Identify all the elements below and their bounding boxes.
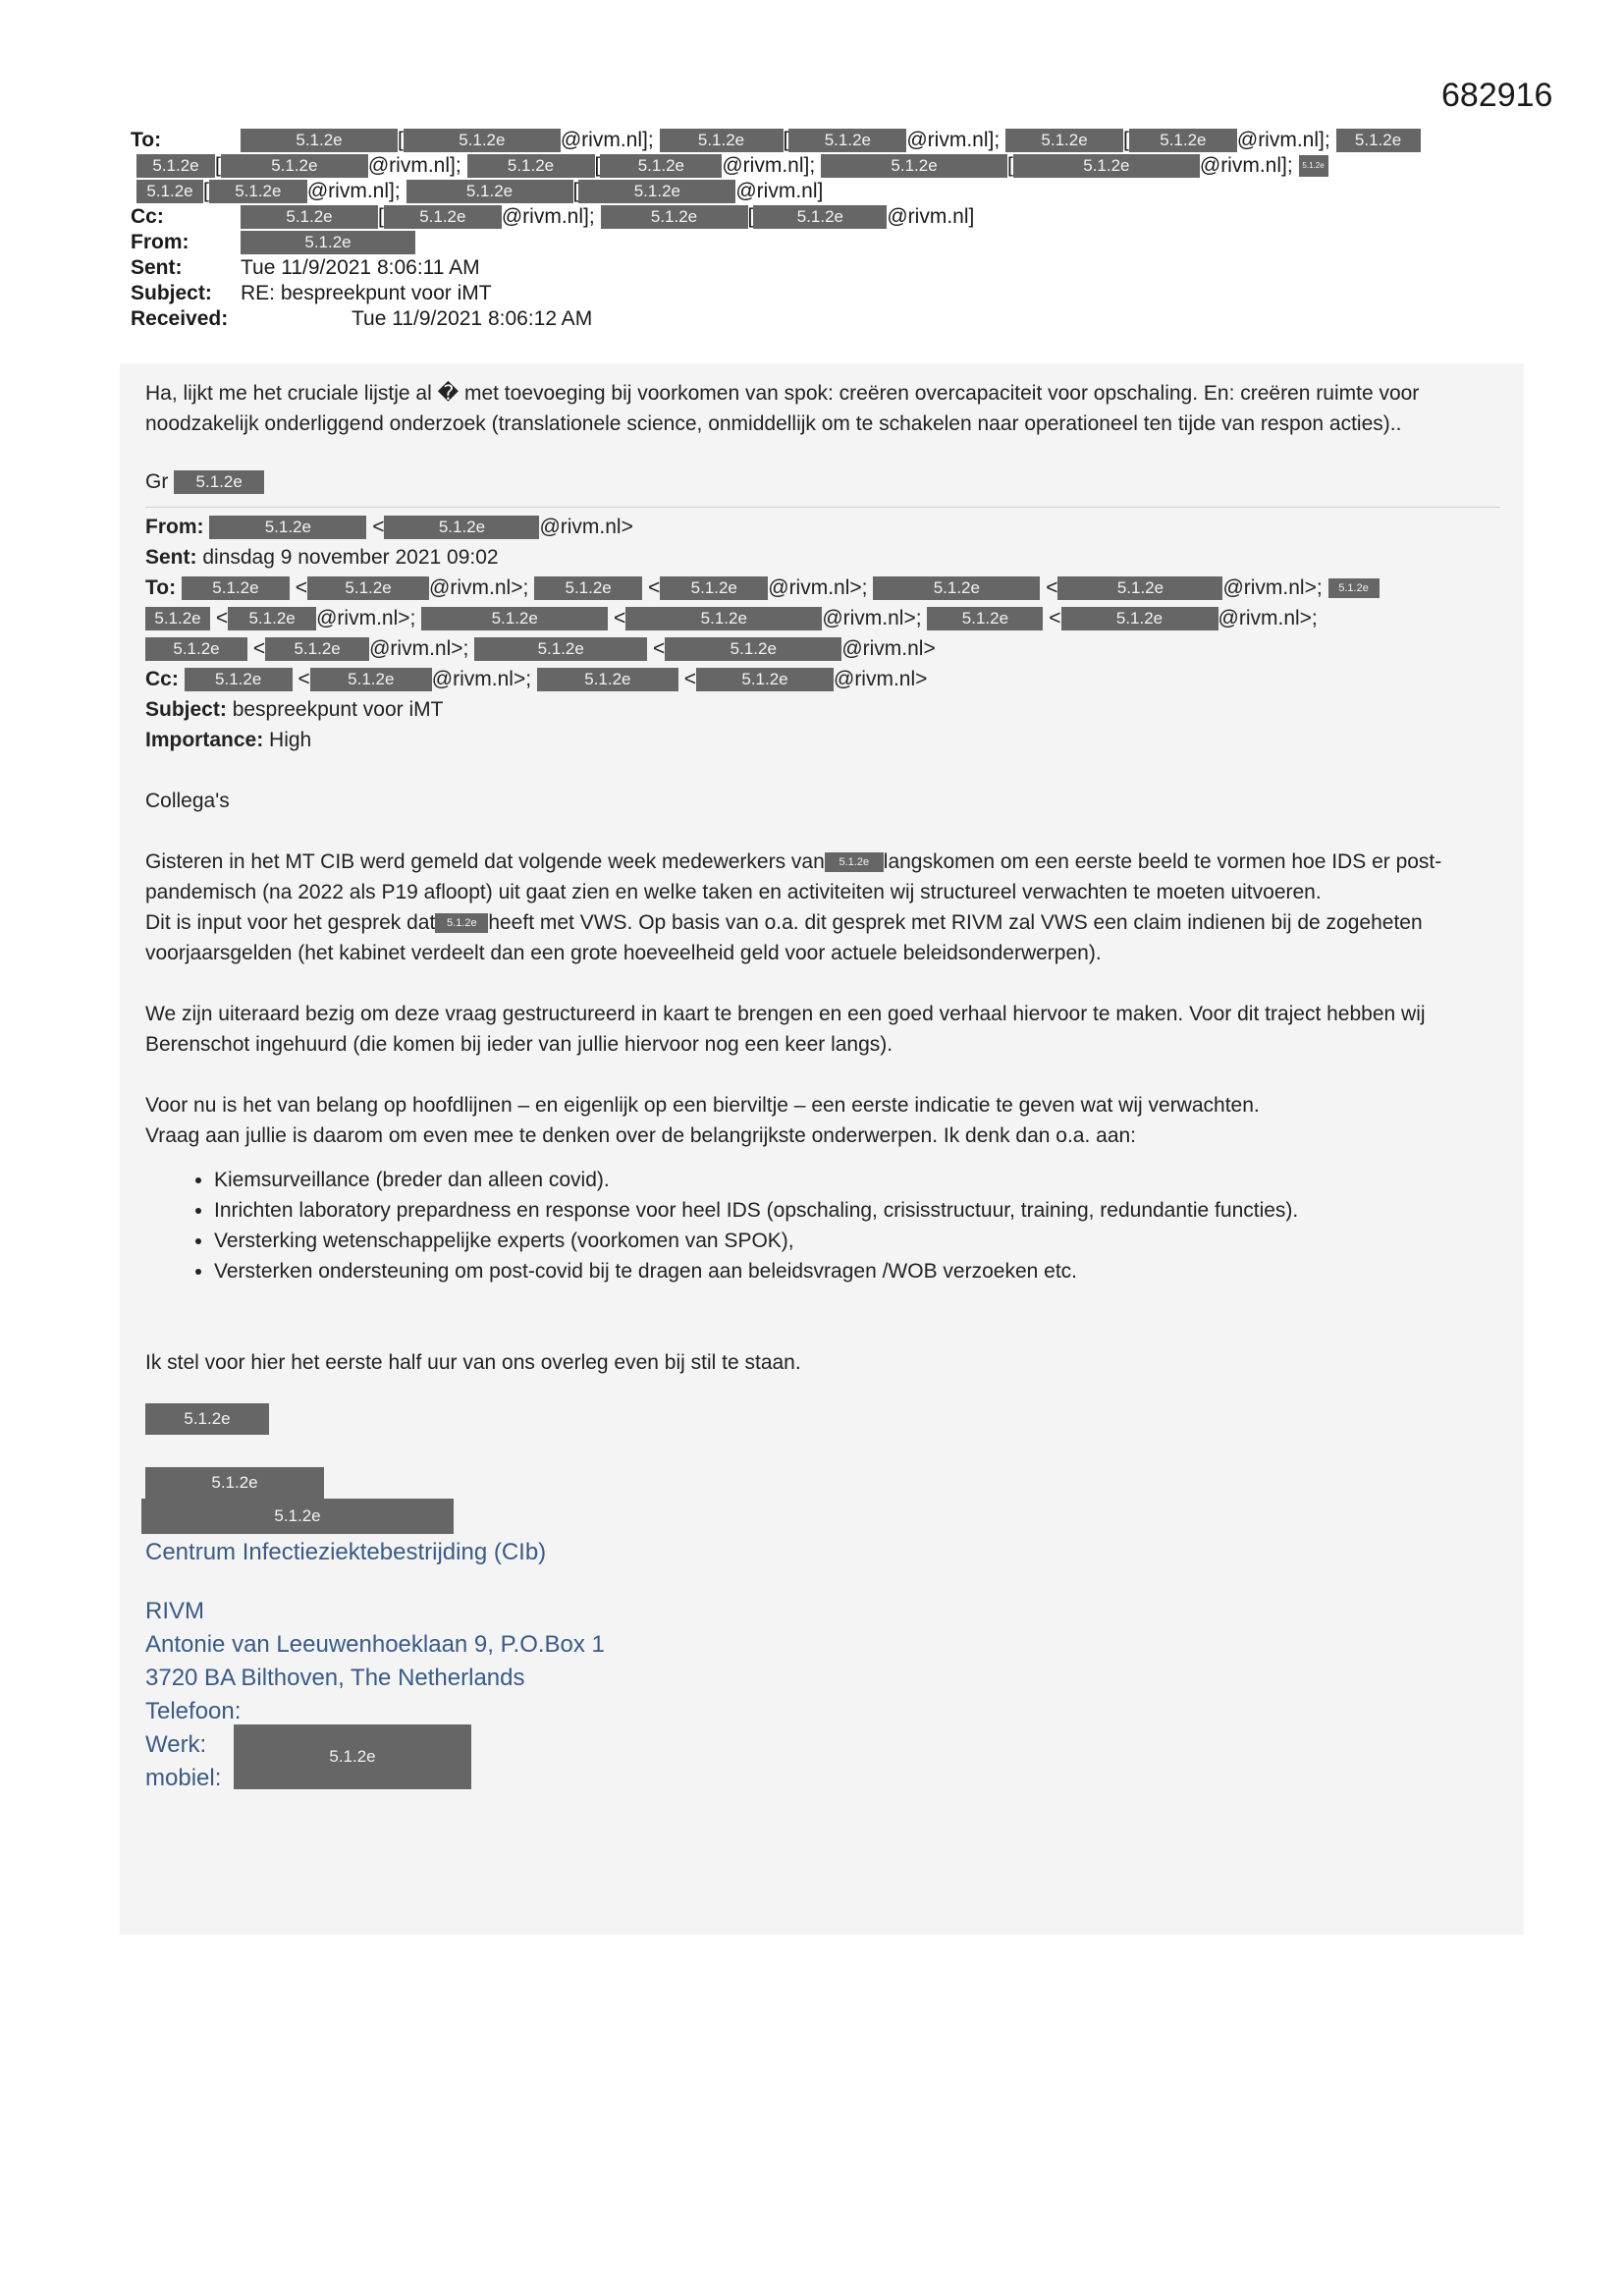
redaction-box: 5.1.2e xyxy=(1057,576,1222,600)
angle-bracket: < xyxy=(295,576,308,599)
bracket: [ xyxy=(215,154,221,177)
received-label: Received: xyxy=(131,307,229,330)
cc-row xyxy=(131,204,1505,230)
signature-address-2: 3720 BA Bilthoven, The Netherlands xyxy=(145,1664,525,1691)
signature-block xyxy=(145,1536,1500,1795)
redaction-box: 5.1.2e xyxy=(406,180,573,203)
reply-text: Ha, lijkt me het cruciale lijstje al � met toevoeging bij voorkomen van spok: creëren overcapaciteit voor opschaling. En: creëren ruimte voor noodzakelijk onderliggend onderzoek (translationele science, onmiddellijk om te schakelen naar operationeel ten tijde van respon acties).. xyxy=(145,382,1420,435)
redaction-box: 5.1.2e xyxy=(1005,129,1123,152)
redaction-box: 5.1.2e xyxy=(307,576,429,600)
fwd-to-label: To: xyxy=(145,576,177,599)
message-separator xyxy=(145,507,1500,508)
redaction-box: 5.1.2e xyxy=(241,205,378,229)
redaction-box: 5.1.2e xyxy=(141,1499,454,1534)
redaction-box: 5.1.2e xyxy=(209,180,307,203)
from-label: From: xyxy=(131,231,189,253)
from-value xyxy=(241,230,415,255)
email-domain: @rivm.nl>; xyxy=(431,668,532,690)
paragraph-4b: Vraag aan jullie is daarom om even mee te denken over de belangrijkste onderwerpen. Ik denk dan o.a. aan: xyxy=(145,1124,1137,1147)
to-recipients xyxy=(241,128,1421,153)
email-domain: @rivm.nl] xyxy=(887,205,975,228)
signature-department: Centrum Infectieziektebestrijding (CIb) xyxy=(145,1538,547,1565)
bracket: [ xyxy=(1007,154,1013,177)
redaction-box: 5.1.2e xyxy=(241,129,398,152)
reply-greeting-line xyxy=(145,466,1500,497)
email-domain: @rivm.nl]; xyxy=(501,205,595,228)
cc-label: Cc: xyxy=(131,205,164,228)
email-domain: @rivm.nl> xyxy=(841,637,936,660)
redaction-box: 5.1.2e xyxy=(384,516,539,539)
fwd-subject-row xyxy=(145,694,1500,725)
redaction-box: 5.1.2e xyxy=(1013,154,1200,178)
signature-name xyxy=(145,1403,1500,1435)
redaction-box: 5.1.2e xyxy=(185,668,293,691)
redaction-box: 5.1.2e xyxy=(404,129,561,152)
received-value: Tue 11/9/2021 8:06:12 AM xyxy=(352,307,593,330)
fwd-sent-row xyxy=(145,542,1500,573)
email-domain: @rivm.nl>; xyxy=(1218,607,1318,629)
redaction-box: 5.1.2e xyxy=(435,913,488,933)
paragraph-2-start: Dit is input voor het gesprek dat xyxy=(145,911,436,934)
redaction-box: 5.1.2e xyxy=(182,576,290,600)
redaction-box: 5.1.2e xyxy=(209,516,366,539)
redaction-box: 5.1.2e xyxy=(660,576,768,600)
fwd-from-label: From: xyxy=(145,516,204,538)
email-domain: @rivm.nl]; xyxy=(306,180,401,202)
from-row xyxy=(131,230,1505,255)
fwd-to-row-continued xyxy=(145,603,1500,633)
redaction-box: 5.1.2e xyxy=(825,852,884,872)
redaction-box: 5.1.2e xyxy=(474,637,647,661)
redaction-box: 5.1.2e xyxy=(145,1467,324,1499)
email-domain: @rivm.nl> xyxy=(539,516,633,538)
redaction-box: 5.1.2e xyxy=(600,154,722,178)
redaction-box: 5.1.2e xyxy=(310,668,432,691)
cc-recipients xyxy=(241,204,974,230)
redaction-box: 5.1.2e xyxy=(660,129,784,152)
bracket: [ xyxy=(783,129,789,151)
signature-phone-numbers xyxy=(145,1728,1500,1795)
paragraph-1 xyxy=(145,847,1500,907)
signature-work-label: Werk: xyxy=(145,1730,207,1758)
list-item: • Inrichten laboratory prepardness en response voor heel IDS (opschaling, crisisstructuur, training, redundantie functies). xyxy=(214,1195,1500,1226)
redaction-box: 5.1.2e xyxy=(1299,155,1328,177)
redaction-box: 5.1.2e xyxy=(221,154,368,178)
salutation: Collega's xyxy=(145,790,230,812)
signature-mobile-label: mobiel: xyxy=(145,1764,222,1791)
email-domain: @rivm.nl>; xyxy=(1222,576,1323,599)
list-item: • Versterking wetenschappelijke experts (voorkomen van SPOK), xyxy=(214,1226,1500,1256)
received-row xyxy=(131,306,1505,332)
redaction-box: 5.1.2e xyxy=(821,154,1007,178)
email-domain: @rivm.nl]; xyxy=(722,154,816,177)
redaction-box: 5.1.2e xyxy=(1129,129,1237,152)
sent-row xyxy=(131,255,1505,281)
signature-address-1: Antonie van Leeuwenhoeklaan 9, P.O.Box 1 xyxy=(145,1630,605,1658)
message-body xyxy=(145,378,1500,1795)
angle-bracket: < xyxy=(252,637,266,660)
fwd-subject-label: Subject: xyxy=(145,698,227,721)
paragraph-2-end: heeft met VWS. Op basis van o.a. dit gesprek met RIVM zal VWS een claim indienen bij de zogeheten voorjaarsgelden (het kabinet verdeelt dan een grote hoeveelheid geld voor actuele beleidsonderwerpen). xyxy=(145,911,1423,964)
fwd-importance-row xyxy=(145,725,1500,755)
redaction-box: 5.1.2e xyxy=(234,1724,471,1789)
signature-org: RIVM xyxy=(145,1597,204,1624)
reply-greeting: Gr xyxy=(145,470,169,493)
bracket: [ xyxy=(747,205,754,228)
redaction-box: 5.1.2e xyxy=(145,607,210,630)
redaction-box: 5.1.2e xyxy=(788,129,906,152)
angle-bracket: < xyxy=(215,607,229,629)
subject-value: RE: bespreekpunt voor iMT xyxy=(241,282,492,304)
angle-bracket: < xyxy=(372,516,385,538)
redaction-box: 5.1.2e xyxy=(537,668,678,691)
fwd-sent-value: dinsdag 9 november 2021 09:02 xyxy=(202,546,499,569)
redaction-box: 5.1.2e xyxy=(467,154,595,178)
redaction-box: 5.1.2e xyxy=(873,576,1040,600)
paragraph-2 xyxy=(145,907,1500,968)
email-domain: @rivm.nl]; xyxy=(560,129,654,151)
angle-bracket: < xyxy=(683,668,696,690)
angle-bracket: < xyxy=(647,576,661,599)
signature-phone-label: Telefoon: xyxy=(145,1697,242,1724)
outer-email-header xyxy=(131,128,1505,332)
redaction-box: 5.1.2e xyxy=(753,205,887,229)
sent-value: Tue 11/9/2021 8:06:11 AM xyxy=(241,256,480,279)
bracket: [ xyxy=(203,180,209,202)
redaction-box: 5.1.2e xyxy=(601,205,748,229)
list-item: • Versterken ondersteuning om post-covid bij te dragen aan beleidsvragen /WOB verzoeken etc. xyxy=(214,1256,1500,1286)
redaction-box: 5.1.2e xyxy=(534,576,642,600)
signature-title xyxy=(145,1466,1500,1533)
list-item: • Kiemsurveillance (breder dan alleen covid). xyxy=(214,1165,1500,1195)
email-domain: @rivm.nl> xyxy=(834,668,928,690)
redaction-box: 5.1.2e xyxy=(1328,578,1380,598)
redaction-box: 5.1.2e xyxy=(136,154,215,178)
angle-bracket: < xyxy=(614,607,626,629)
paragraph-1-start: Gisteren in het MT CIB werd gemeld dat volgende week medewerkers van xyxy=(145,850,825,873)
redaction-box: 5.1.2e xyxy=(1061,607,1218,630)
subject-row xyxy=(131,281,1505,306)
angle-bracket: < xyxy=(653,637,666,660)
paragraph-4a: Voor nu is het van belang op hoofdlijnen – en eigenlijk op een bierviltje – een eerste indicatie te geven wat wij verwachten. xyxy=(145,1094,1260,1117)
fwd-importance-value: High xyxy=(269,729,312,751)
forwarded-header xyxy=(145,512,1500,755)
redaction-box: 5.1.2e xyxy=(145,637,247,661)
email-domain: @rivm.nl]; xyxy=(906,129,1001,151)
fwd-to-row-continued xyxy=(145,633,1500,664)
fwd-cc-row xyxy=(145,664,1500,694)
redaction-box: 5.1.2e xyxy=(625,607,822,630)
angle-bracket: < xyxy=(1049,607,1061,629)
bracket: [ xyxy=(378,205,384,228)
closing-line: Ik stel voor hier het eerste half uur van ons overleg even bij stil te staan. xyxy=(145,1351,801,1374)
fwd-importance-label: Importance: xyxy=(145,729,264,751)
paragraph-1-end: langskomen om een eerste beeld te vormen hoe IDS er post-pandemisch (na 2022 als P19 afloopt) uit gaat zien en welke taken en activiteiten wij structureel verwachten te moeten uitvoeren. xyxy=(145,850,1442,903)
sent-label: Sent: xyxy=(131,256,183,279)
bracket: [ xyxy=(398,129,404,151)
redaction-box: 5.1.2e xyxy=(696,668,834,691)
bracket: [ xyxy=(594,154,601,177)
document-id: 682916 xyxy=(1441,77,1553,114)
fwd-cc-label: Cc: xyxy=(145,668,179,690)
redaction-box: 5.1.2e xyxy=(421,607,608,630)
angle-bracket: < xyxy=(1046,576,1058,599)
subject-label: Subject: xyxy=(131,282,212,304)
bracket: [ xyxy=(572,180,579,202)
bracket: [ xyxy=(1123,129,1129,151)
redaction-box: 5.1.2e xyxy=(384,205,502,229)
email-domain: @rivm.nl]; xyxy=(1199,154,1293,177)
fwd-to-row xyxy=(145,573,1500,603)
email-domain: @rivm.nl>; xyxy=(822,607,922,629)
topic-list xyxy=(145,1165,1500,1286)
to-row xyxy=(131,128,1505,153)
redaction-box: 5.1.2e xyxy=(578,180,735,203)
angle-bracket: < xyxy=(298,668,310,690)
redaction-box: 5.1.2e xyxy=(174,470,264,494)
to-label: To: xyxy=(131,129,162,151)
to-row-continued xyxy=(131,179,1505,204)
email-domain: @rivm.nl>; xyxy=(316,607,416,629)
fwd-from-row xyxy=(145,512,1500,542)
email-domain: @rivm.nl]; xyxy=(1236,129,1330,151)
redaction-box: 5.1.2e xyxy=(136,180,203,203)
to-row-continued xyxy=(131,153,1505,179)
fwd-sent-label: Sent: xyxy=(145,546,197,569)
email-domain: @rivm.nl] xyxy=(735,180,824,202)
email-domain: @rivm.nl>; xyxy=(429,576,529,599)
email-domain: @rivm.nl>; xyxy=(369,637,469,660)
redaction-box: 5.1.2e xyxy=(927,607,1043,630)
redaction-box: 5.1.2e xyxy=(665,637,841,661)
redaction-box: 5.1.2e xyxy=(1336,129,1421,152)
redaction-box: 5.1.2e xyxy=(265,637,369,661)
redaction-box: 5.1.2e xyxy=(228,607,316,630)
redaction-box: 5.1.2e xyxy=(241,231,415,254)
paragraph-3: We zijn uiteraard bezig om deze vraag gestructureerd in kaart te brengen en een goed verhaal hiervoor te maken. Voor dit traject hebben wij Berenschot ingehuurd (die komen bij ieder van jullie hiervoor nog een keer langs). xyxy=(145,1003,1426,1056)
email-domain: @rivm.nl]; xyxy=(367,154,461,177)
redaction-box: 5.1.2e xyxy=(145,1403,269,1435)
email-domain: @rivm.nl>; xyxy=(768,576,868,599)
fwd-subject-value: bespreekpunt voor iMT xyxy=(232,698,444,721)
